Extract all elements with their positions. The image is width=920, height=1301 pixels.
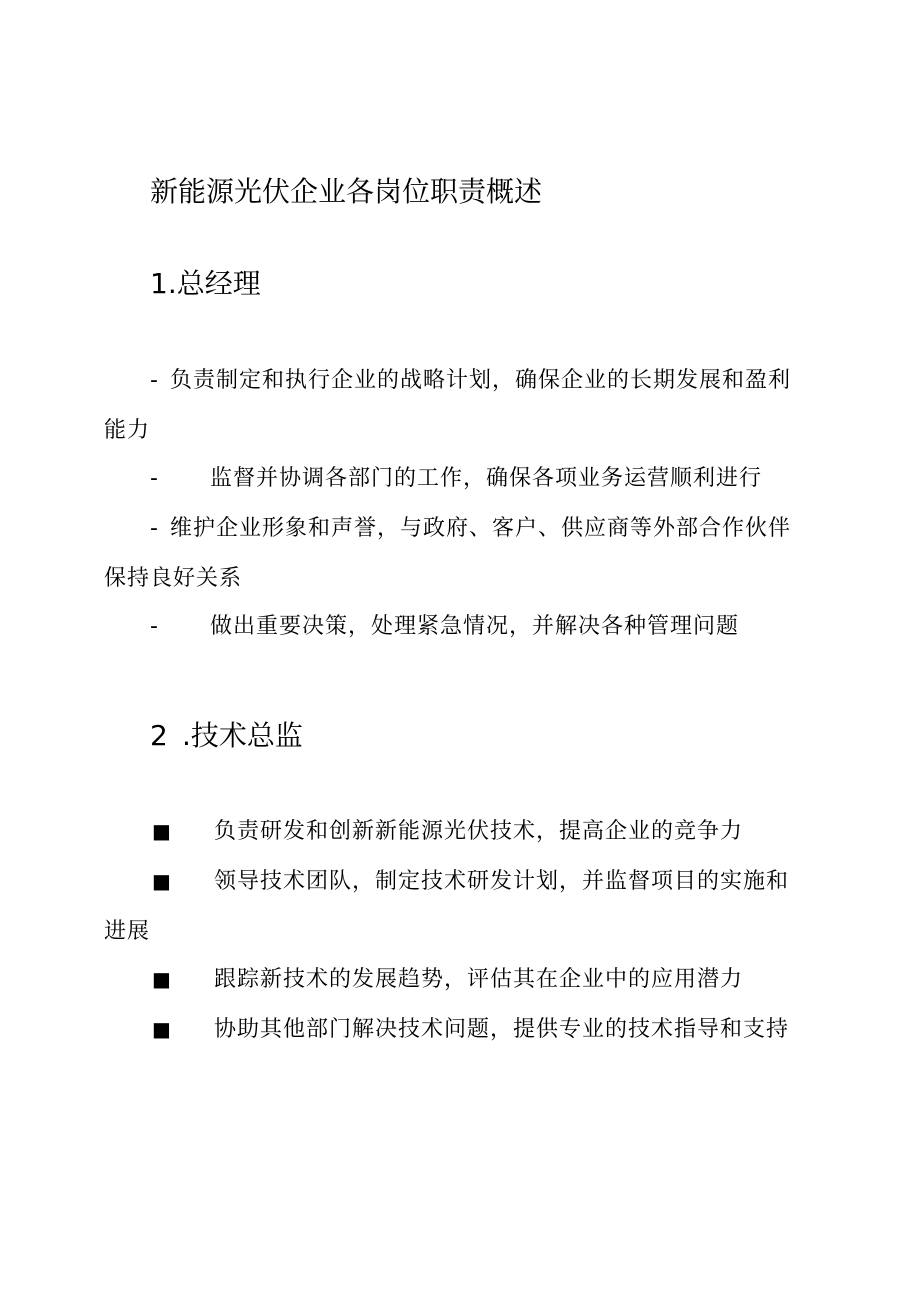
square-bullet-icon: ■	[152, 967, 172, 991]
list-item	[104, 806, 804, 857]
dash-marker: -	[150, 516, 159, 541]
list-item	[104, 856, 804, 957]
list-item	[104, 954, 804, 1005]
list-item-text: 领导技术团队，制定技术研发计划，并监督项目的实施和	[214, 869, 790, 894]
list-item-line	[104, 504, 804, 554]
list-item-text: 负责研发和创新新能源光伏技术，提高企业的竞争力	[214, 819, 744, 844]
square-bullet-icon: ■	[152, 819, 172, 843]
list-item-line	[104, 954, 804, 1005]
list-item-line	[104, 602, 804, 652]
dash-marker: -	[150, 368, 159, 393]
dash-marker: -	[150, 466, 159, 491]
section-number: 2	[150, 719, 168, 752]
list-item-text: 跟踪新技术的发展趋势，评估其在企业中的应用潜力	[214, 967, 744, 992]
list-item-continuation: 保持良好关系	[104, 566, 243, 591]
section-heading-general-manager: 1.总经理	[150, 267, 261, 300]
section-heading-technical-director	[150, 716, 303, 756]
list-item-continuation: 进展	[104, 919, 151, 944]
list-item-text: 监督并协调各部门的工作，确保各项业务运营顺利进行	[210, 466, 763, 491]
list-item-line	[104, 356, 804, 406]
list-item-line	[104, 454, 804, 504]
list-item	[104, 356, 804, 456]
list-item	[104, 504, 804, 604]
square-bullet-icon: ■	[152, 1017, 172, 1041]
list-item	[104, 454, 804, 504]
list-item	[104, 602, 804, 652]
dash-marker: -	[150, 614, 159, 639]
square-bullet-icon: ■	[152, 869, 172, 893]
section-title: .技术总监	[182, 719, 303, 752]
list-item	[104, 1004, 804, 1055]
list-item-text: 做出重要决策，处理紧急情况，并解决各种管理问题	[210, 614, 740, 639]
list-item-text: 维护企业形象和声誉，与政府、客户、供应商等外部合作伙伴	[170, 516, 792, 541]
document-title: 新能源光伏企业各岗位职责概述	[150, 175, 543, 208]
list-item-text: 负责制定和执行企业的战略计划，确保企业的长期发展和盈利	[170, 368, 792, 393]
list-item-line	[104, 806, 804, 857]
list-item-text: 协助其他部门解决技术问题，提供专业的技术指导和支持	[214, 1017, 790, 1042]
list-item-continuation: 能力	[104, 418, 151, 443]
list-item-line	[104, 1004, 804, 1055]
list-item-line	[104, 856, 804, 907]
